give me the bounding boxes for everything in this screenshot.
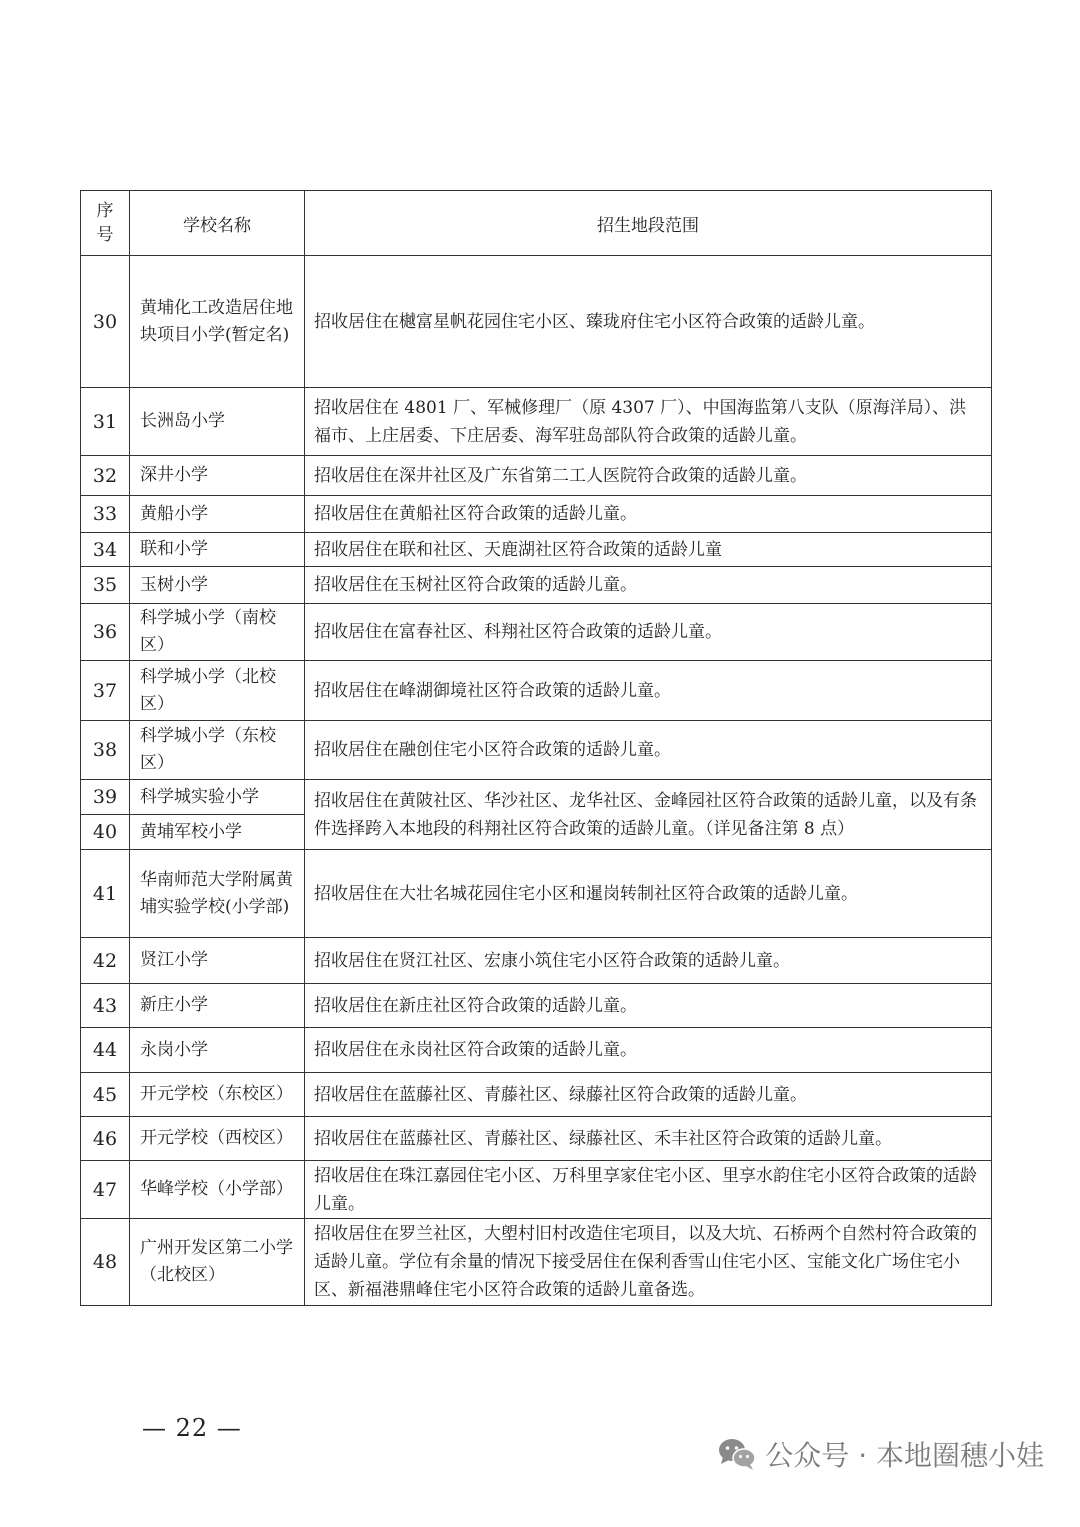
school-name: 联和小学 [130,533,305,567]
row-no: 34 [81,533,130,567]
zone-range: 招收居住在玉树社区符合政策的适龄儿童。 [305,567,992,604]
zone-range: 招收居住在黄船社区符合政策的适龄儿童。 [305,496,992,533]
school-name: 新庄小学 [130,984,305,1028]
enrollment-zone-table [80,190,992,1306]
page-number: — 22 — [142,1414,242,1442]
zone-range: 招收居住在新庄社区符合政策的适龄儿童。 [305,984,992,1028]
row-no: 35 [81,567,130,604]
school-name: 科学城小学（东校区） [130,721,305,780]
table-row [81,850,992,938]
table-header-row [81,191,992,256]
table-row [81,938,992,984]
table-row [81,1117,992,1161]
zone-range: 招收居住在蓝藤社区、青藤社区、绿藤社区、禾丰社区符合政策的适龄儿童。 [305,1117,992,1161]
row-no: 47 [81,1161,130,1219]
header-no: 序号 [81,191,130,256]
school-name: 开元学校（西校区） [130,1117,305,1161]
row-no: 45 [81,1073,130,1117]
header-school: 学校名称 [130,191,305,256]
zone-range: 招收居住在黄陂社区、华沙社区、龙华社区、金峰园社区符合政策的适龄儿童，以及有条件选择跨入本地段的科翔社区符合政策的适龄儿童。（详见备注第 8 点） [305,780,992,850]
row-no: 32 [81,456,130,496]
zone-range: 招收居住在深井社区及广东省第二工人医院符合政策的适龄儿童。 [305,456,992,496]
zone-range: 招收居住在融创住宅小区符合政策的适龄儿童。 [305,721,992,780]
table-row [81,780,992,815]
zone-range: 招收居住在大壮名城花园住宅小区和暹岗转制社区符合政策的适龄儿童。 [305,850,992,938]
zone-range: 招收居住在永岗社区符合政策的适龄儿童。 [305,1028,992,1073]
row-no: 39 [81,780,130,815]
row-no: 41 [81,850,130,938]
row-no: 44 [81,1028,130,1073]
row-no: 48 [81,1219,130,1306]
school-name: 华南师范大学附属黄埔实验学校(小学部) [130,850,305,938]
watermark-text: 公众号 · 本地圈穗小娃 [765,1439,1044,1472]
row-no: 33 [81,496,130,533]
row-no: 37 [81,661,130,721]
school-name: 广州开发区第二小学（北校区） [130,1219,305,1306]
school-name: 永岗小学 [130,1028,305,1073]
row-no: 30 [81,256,130,388]
table-row [81,456,992,496]
zone-range: 招收居住在峰湖御境社区符合政策的适龄儿童。 [305,661,992,721]
table-row [81,496,992,533]
table-row [81,1028,992,1073]
school-name: 开元学校（东校区） [130,1073,305,1117]
wechat-icon [717,1437,757,1471]
row-no: 46 [81,1117,130,1161]
table-row [81,256,992,388]
header-range: 招生地段范围 [305,191,992,256]
school-name: 黄船小学 [130,496,305,533]
row-no: 40 [81,815,130,850]
zone-range: 招收居住在贤江社区、宏康小筑住宅小区符合政策的适龄儿童。 [305,938,992,984]
school-name: 黄埔化工改造居住地块项目小学(暂定名) [130,256,305,388]
school-name: 华峰学校（小学部） [130,1161,305,1219]
school-name: 长洲岛小学 [130,388,305,456]
table-row [81,661,992,721]
table-row [81,567,992,604]
school-name: 科学城小学（北校区） [130,661,305,721]
school-name: 黄埔军校小学 [130,815,305,850]
zone-range: 招收居住在罗兰社区，大塱村旧村改造住宅项目，以及大坑、石桥两个自然村符合政策的适龄儿童。学位有余量的情况下接受居住在保利香雪山住宅小区、宝能文化广场住宅小区、新福港鼎峰住宅小区符合政策的适龄儿童备选。 [305,1219,992,1306]
school-name: 玉树小学 [130,567,305,604]
zone-range: 招收居住在联和社区、天鹿湖社区符合政策的适龄儿童 [305,533,992,567]
zone-range: 招收居住在富春社区、科翔社区符合政策的适龄儿童。 [305,604,992,661]
table-row [81,388,992,456]
school-name: 贤江小学 [130,938,305,984]
row-no: 36 [81,604,130,661]
table-row [81,604,992,661]
table-row [81,1161,992,1219]
zone-range: 招收居住在珠江嘉园住宅小区、万科里享家住宅小区、里享水韵住宅小区符合政策的适龄儿童。 [305,1161,992,1219]
table-row [81,984,992,1028]
row-no: 38 [81,721,130,780]
table-row [81,1219,992,1306]
table-row [81,721,992,780]
row-no: 31 [81,388,130,456]
school-name: 深井小学 [130,456,305,496]
school-name: 科学城小学（南校区） [130,604,305,661]
zone-range: 招收居住在蓝藤社区、青藤社区、绿藤社区符合政策的适龄儿童。 [305,1073,992,1117]
table-row [81,1073,992,1117]
zone-range: 招收居住在樾富星帆花园住宅小区、臻珑府住宅小区符合政策的适龄儿童。 [305,256,992,388]
school-name: 科学城实验小学 [130,780,305,815]
table-row [81,533,992,567]
watermark [717,1434,1044,1474]
row-no: 43 [81,984,130,1028]
row-no: 42 [81,938,130,984]
zone-range: 招收居住在 4801 厂、军械修理厂（原 4307 厂）、中国海监第八支队（原海洋局）、洪福市、上庄居委、下庄居委、海军驻岛部队符合政策的适龄儿童。 [305,388,992,456]
